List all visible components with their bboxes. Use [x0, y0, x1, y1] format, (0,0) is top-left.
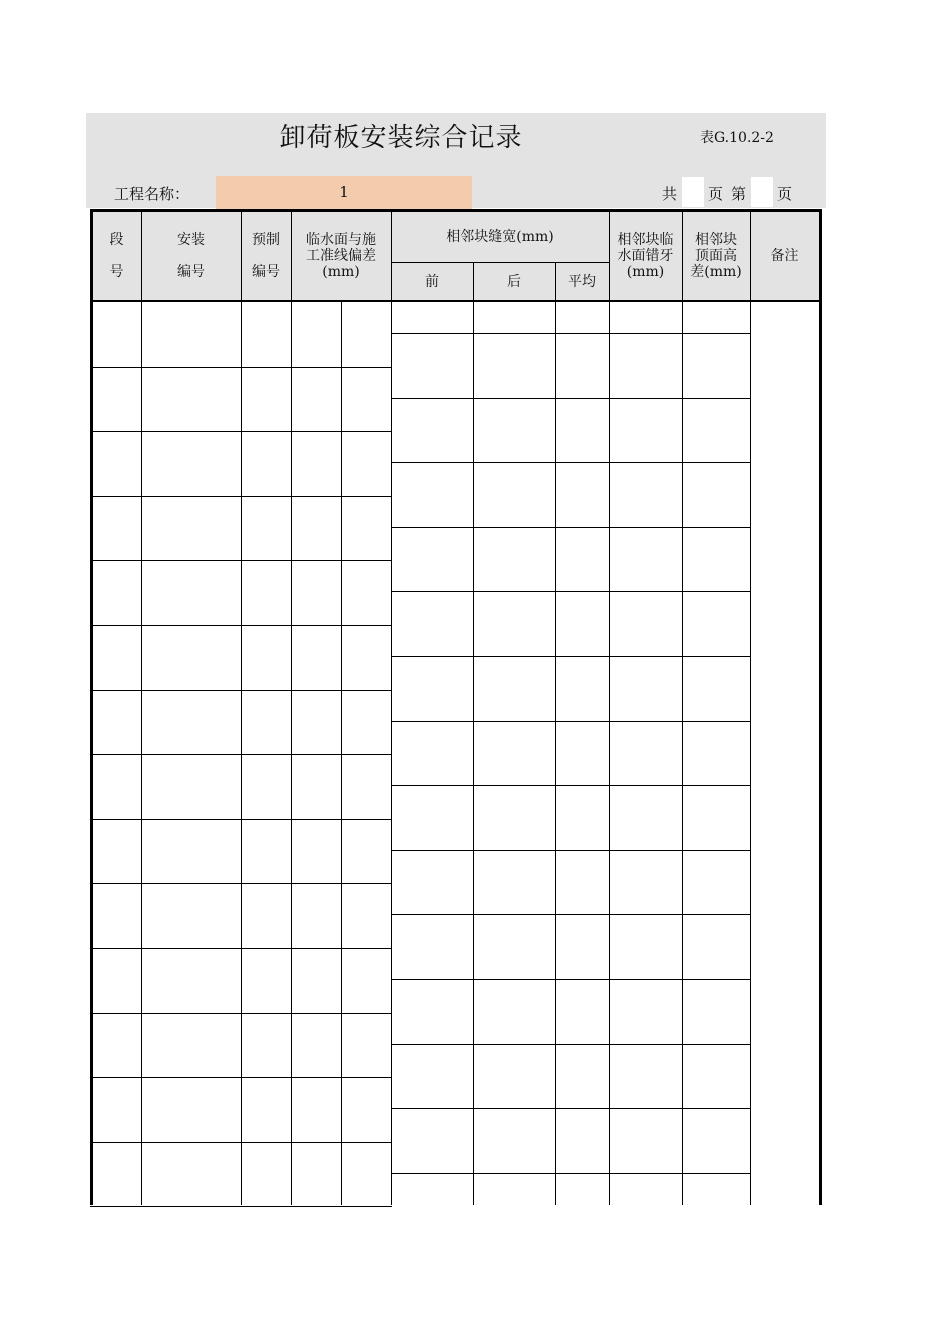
project-name-label: 工程名称：	[114, 185, 190, 203]
col-joint-avg: 平均	[568, 274, 596, 290]
header-col-divider	[141, 209, 142, 300]
left-row-divider	[90, 1142, 392, 1143]
left-row-divider	[90, 819, 392, 820]
body-col-divider	[555, 302, 556, 1205]
header-col-divider	[682, 209, 683, 300]
left-row-divider	[90, 1013, 392, 1014]
left-row-divider	[90, 1206, 392, 1207]
left-row-divider	[90, 625, 392, 626]
total-pages-prefix: 共	[662, 185, 678, 203]
right-row-divider	[391, 527, 751, 528]
col-misalign-line1: 相邻块临	[617, 232, 674, 248]
col-height-diff	[682, 232, 750, 280]
table-left-border	[90, 209, 93, 1205]
col-remarks: 备注	[770, 248, 799, 264]
col-height-diff-line3: 差(mm)	[690, 264, 742, 280]
left-row-divider	[90, 690, 392, 691]
left-row-divider	[90, 496, 392, 497]
right-row-divider	[391, 721, 751, 722]
col-install-no	[141, 232, 241, 280]
left-row-divider	[90, 948, 392, 949]
right-row-divider	[391, 591, 751, 592]
col-joint-back: 后	[507, 274, 521, 290]
col-joint-front: 前	[425, 274, 439, 290]
right-row-divider	[391, 656, 751, 657]
joint-subcol-divider	[555, 262, 556, 300]
left-row-divider	[90, 754, 392, 755]
right-row-divider	[391, 850, 751, 851]
col-deviation-line2: 工准线偏差	[306, 248, 376, 264]
body-col-divider	[609, 302, 610, 1205]
col-joint-width: 相邻块缝宽(mm)	[446, 229, 554, 245]
right-row-divider	[391, 1044, 751, 1045]
col-misalign	[609, 232, 682, 280]
current-page-field[interactable]	[751, 177, 773, 207]
joint-width-subheader-divider	[391, 262, 609, 263]
col-deviation-line3: (mm)	[322, 264, 360, 280]
body-col-divider	[682, 302, 683, 1205]
right-row-divider	[391, 1108, 751, 1109]
col-deviation-line1: 临水面与施	[306, 232, 376, 248]
total-pages-field[interactable]	[682, 177, 704, 207]
header-col-divider	[609, 209, 610, 300]
left-row-divider	[90, 367, 392, 368]
left-row-divider	[90, 431, 392, 432]
page-title: 卸荷板安装综合记录	[279, 123, 523, 153]
col-precast-no-line1: 预制	[252, 232, 280, 248]
right-row-divider	[391, 398, 751, 399]
left-row-divider	[90, 883, 392, 884]
col-deviation	[291, 232, 391, 280]
right-row-divider	[391, 462, 751, 463]
table-right-border	[819, 209, 822, 1205]
body-col-divider	[750, 302, 751, 1205]
header-col-divider	[291, 209, 292, 300]
col-install-no-line2: 编号	[177, 264, 205, 280]
col-segment-no	[92, 232, 141, 280]
body-col-divider	[473, 302, 474, 1205]
right-row-divider	[391, 1173, 751, 1174]
header-col-divider	[391, 209, 392, 300]
col-segment-no-line1: 段	[109, 232, 124, 248]
total-pages-suffix: 页	[708, 185, 724, 203]
joint-subcol-divider	[473, 262, 474, 300]
right-row-divider	[391, 785, 751, 786]
table-top-border	[90, 209, 822, 212]
left-row-divider	[90, 1077, 392, 1078]
header-col-divider	[241, 209, 242, 300]
form-number: 表G.10.2-2	[700, 130, 774, 146]
current-page-suffix: 页	[777, 185, 793, 203]
project-name-value: 1	[339, 183, 349, 201]
right-row-divider	[391, 979, 751, 980]
col-precast-no-line2: 编号	[252, 264, 280, 280]
right-row-divider	[391, 914, 751, 915]
left-row-divider	[90, 560, 392, 561]
header-col-divider	[750, 209, 751, 300]
col-precast-no	[241, 232, 291, 280]
col-height-diff-line2: 顶面高	[695, 248, 737, 264]
col-height-diff-line1: 相邻块	[695, 232, 737, 248]
col-install-no-line1: 安装	[177, 232, 205, 248]
col-segment-no-line2: 号	[109, 264, 124, 280]
current-page-prefix: 第	[731, 185, 747, 203]
right-row-divider	[391, 333, 751, 334]
header-bottom-border	[90, 300, 822, 302]
col-misalign-line3: (mm)	[626, 264, 665, 280]
col-misalign-line2: 水面错牙	[617, 248, 674, 264]
